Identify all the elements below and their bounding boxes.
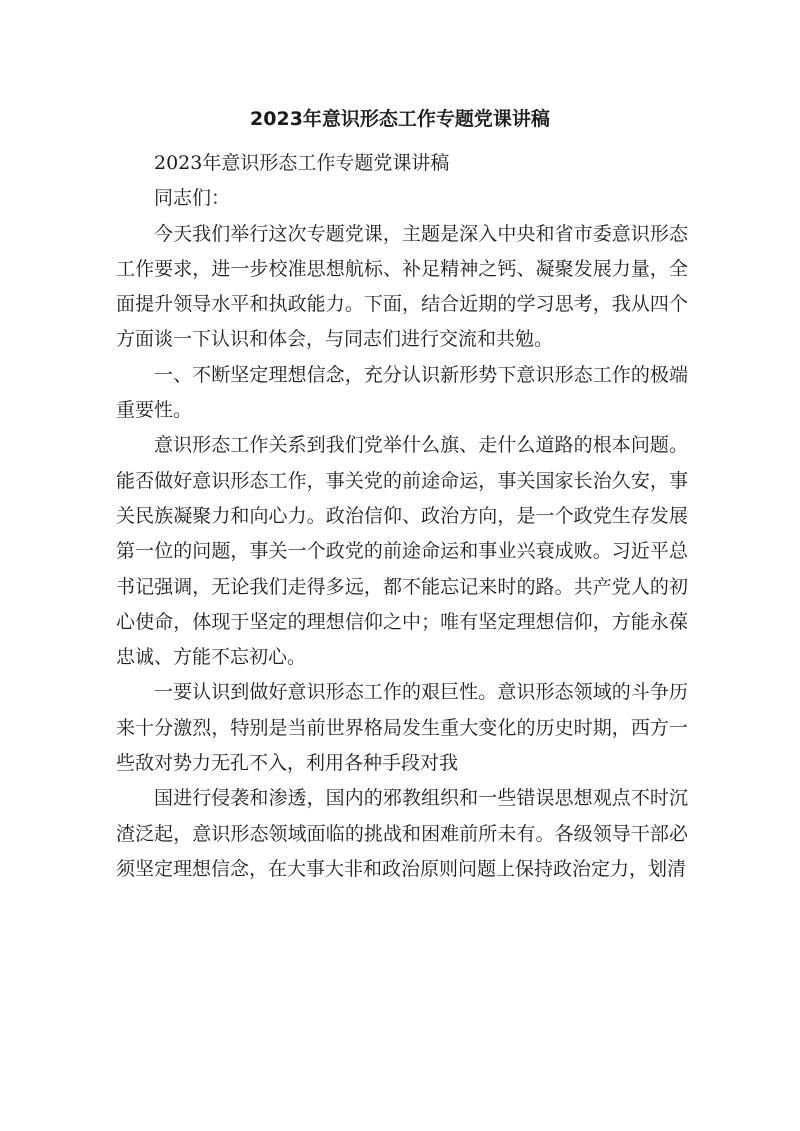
paragraph: 今天我们举行这次专题党课，主题是深入中央和省市委意识形态工作要求，进一步校准思想航标、补足精神之钙、凝聚发展力量，全面提升领导水平和执政能力。下面，结合近期的学习思考，我从四个方面谈一下认识和体会，与同志们进行交流和共勉。 [116, 222, 688, 351]
paragraph: 2023年意识形态工作专题党课讲稿 [154, 152, 450, 174]
document-body [116, 146, 688, 887]
paragraph: 同志们： [154, 187, 231, 210]
paragraph: 一要认识到做好意识形态工作的艰巨性。意识形态领域的斗争历来十分激烈，特别是当前世界格局发生重大变化的历史时期，西方一些敌对势力无孔不入，利用各种手段对我 [116, 681, 688, 775]
document-title: 2023年意识形态工作专题党课讲稿 [250, 108, 550, 130]
paragraph: 国进行侵袭和渗透，国内的邪教组织和一些错误思想观点不时沉渣泛起，意识形态领域面临的挑战和困难前所未有。各级领导干部必须坚定理想信念，在大事大非和政治原则问题上保持政治定力，划清 [116, 787, 688, 880]
paragraph: 意识形态工作关系到我们党举什么旗、走什么道路的根本问题。能否做好意识形态工作，事关党的前途命运，事关国家长治久安，事关民族凝聚力和向心力。政治信仰、政治方向，是一个政党生存发展第一位的问题，事关一个政党的前途命运和事业兴衰成败。习近平总书记强调，无论我们走得多远，都不能忘记来时的路。共产党人的初心使命，体现于坚定的理想信仰之中；唯有坚定理想信仰，方能永葆忠诚、方能不忘初心。 [116, 434, 688, 669]
paragraph: 一、不断坚定理想信念，充分认识新形势下意识形态工作的极端重要性。 [116, 363, 688, 422]
